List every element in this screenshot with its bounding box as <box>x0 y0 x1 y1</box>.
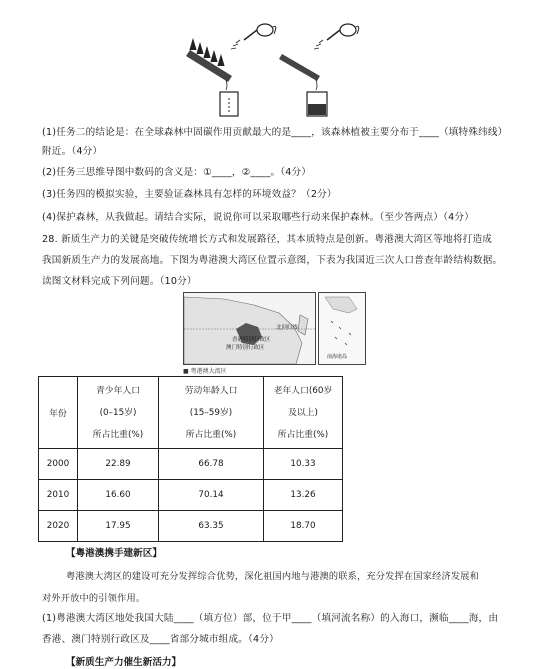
south-sea-inset <box>318 292 366 365</box>
table-row: 2010 16.60 70.14 13.26 <box>39 480 343 511</box>
header-elderly: 老年人口(60岁 及以上) 所占比重(%) <box>264 377 343 449</box>
bay-area-map <box>183 292 316 365</box>
watering-can-right-icon <box>314 24 359 49</box>
header-working: 劳动年龄人口 (15–59岁) 所占比重(%) <box>159 377 264 449</box>
population-table <box>38 376 343 542</box>
map-caption: ■ 粤港澳大湾区 <box>183 368 227 375</box>
question-28-1-line-2: 香港、澳门特别行政区及____省部分城市组成。（4分） <box>42 634 279 645</box>
question-28-line-3: 读图文材料完成下列问题。（10分） <box>42 276 197 287</box>
section-1-para-2: 对外开放中的引领作用。 <box>42 593 146 604</box>
question-28-1-line-1: (1)粤港澳大湾区地处我国大陆____（填方位）部，位于甲____（填河流名称）的入海口，濒临____海，由 <box>42 613 499 624</box>
question-4-line: (4)保护森林，从我做起。请结合实际，说说你可以采取哪些行动来保护森林。（至少答两点）（4分） <box>42 212 475 223</box>
forest-slope-icon <box>186 40 232 90</box>
question-2-line: (2)任务三思维导图中数码的含义是：①____，②____。（4分） <box>42 167 312 178</box>
beaker-right-icon <box>307 92 327 116</box>
beaker-left-icon <box>220 92 238 116</box>
section-1-para-1: 粤港澳大湾区的建设可充分发挥综合优势，深化祖国内地与港澳的联系，充分发挥在国家经济发展和 <box>66 571 480 582</box>
table-row: 2000 22.89 66.78 10.33 <box>39 449 343 480</box>
section-title-1: 【粤港澳携手建新区】 <box>66 548 162 559</box>
question-3-line: (3)任务四的模拟实验，主要验证森林具有怎样的环境效益？（2分） <box>42 189 337 200</box>
hongkong-label: 香港特别行政区 <box>232 337 271 343</box>
header-year: 年份 <box>39 377 78 449</box>
forest-experiment-figure <box>170 10 370 120</box>
question-1-line: (1)任务二的结论是：在全球森林中固碳作用贡献最大的是____，该森林植被主要分布于____（填特殊纬线） <box>42 127 508 138</box>
question-1-line-2: 附近。（4分） <box>42 146 103 157</box>
watering-can-left-icon <box>231 24 276 49</box>
question-28-line-1: 28. 新质生产力的关键是突破传统增长方式和发展路径，其本质特点是创新。粤港澳大湾区等地将打造成 <box>42 234 493 245</box>
table-row: 2020 17.95 63.35 18.70 <box>39 511 343 542</box>
bare-slope-icon <box>279 54 320 90</box>
question-28-line-2: 我国新质生产力的发展高地。下图为粤港澳大湾区位置示意图，下表为我国近三次人口普查年龄结构数据。 <box>42 255 503 266</box>
header-youth: 青少年人口 (0–15岁) 所占比重(%) <box>78 377 159 449</box>
macau-label: 澳门特别行政区 <box>226 345 265 351</box>
inset-label: 南海诸岛 <box>327 354 348 360</box>
tropic-label: 北回归线 <box>276 325 299 331</box>
section-title-2: 【新质生产力催生新活力】 <box>66 657 182 668</box>
